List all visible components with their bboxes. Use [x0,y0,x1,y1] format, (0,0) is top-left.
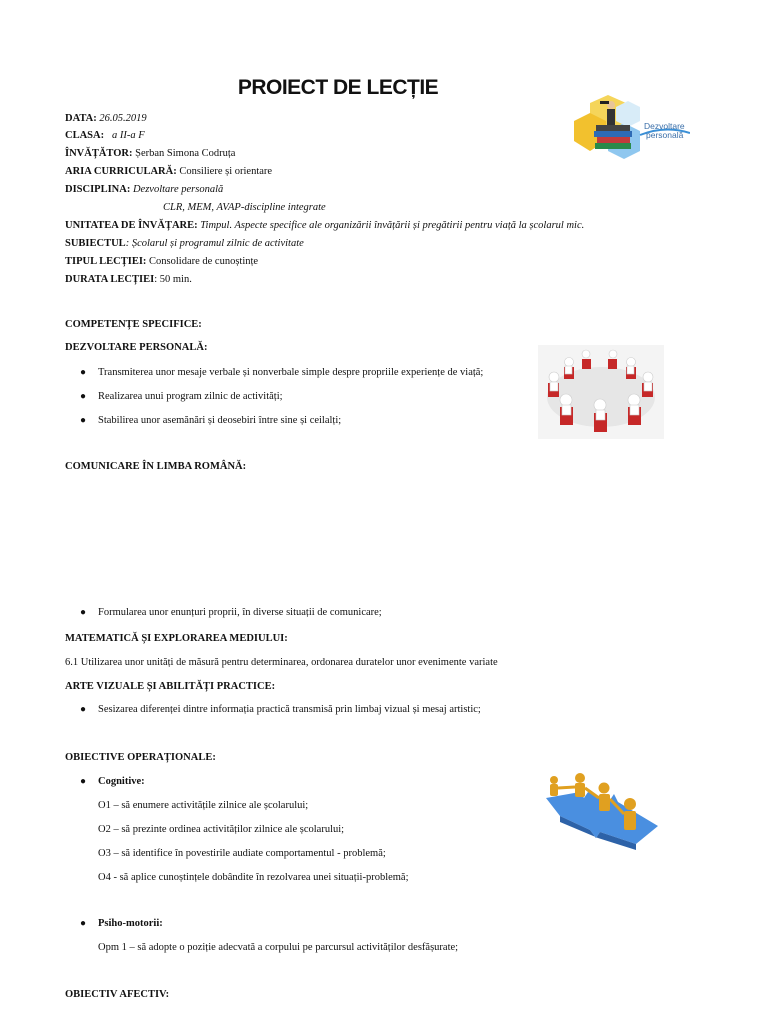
psiho-label: Psiho-motorii: [98,918,163,929]
data-value: 26.05.2019 [96,113,147,124]
tipul-value: Consolidare de cunoștințe [146,256,259,267]
disciplina-integrate: CLR, MEM, AVAP-discipline integrate [163,202,326,213]
tipul-label: TIPUL LECȚIEI: [65,256,147,267]
bullet-icon: ● [80,704,87,715]
subiectul-label: SUBIECTUL [65,238,126,249]
cognitive-item: O3 – să identifice în povestirile audiate comportamentul - problemă; [98,848,386,859]
unitatea-label: UNITATEA DE ÎNVĂȚARE: [65,220,198,231]
durata-row [65,273,192,287]
dezvoltare-item [80,390,283,404]
aria-row [65,165,272,179]
teamwork-graphic [540,768,668,864]
invatator-value: Șerban Simona Codruța [132,148,236,159]
clasa-value: a II-a F [104,130,145,141]
afectiv-heading: OBIECTIV AFECTIV: [65,989,170,1000]
subiectul-row [65,237,304,251]
logo-graphic [570,95,690,161]
data-row [65,112,147,126]
aria-value: Consiliere și orientare [176,166,273,177]
list-item-text: Transmiterea unor mesaje verbale și nonverbale simple despre propriile experiențe de viață; [98,367,484,378]
matematica-heading: MATEMATICĂ ȘI EXPLORAREA MEDIULUI: [65,633,288,644]
competente-heading: COMPETENȚE SPECIFICE: [65,319,202,330]
tipul-row [65,255,258,269]
psiho-label-row [80,917,163,931]
cognitive-label: Cognitive: [98,776,145,787]
bullet-icon: ● [80,918,87,929]
comunicare-item [80,606,382,620]
cognitive-label-row [80,775,145,789]
logo-text-line1: Dezvoltare [644,121,685,131]
list-item-text: Sesizarea diferenței dintre informația practică transmisă prin limbaj vizual și mesaj artistic; [98,704,481,715]
list-item-text: Formularea unor enunțuri proprii, în diverse situații de comunicare; [98,607,382,618]
bullet-icon: ● [80,391,87,402]
unitatea-value: Timpul. Aspecte specifice ale organizării învățării și pregătirii pentru viață la școlarul mic. [197,220,585,231]
clasa-row [65,129,145,143]
clasa-label: CLASA: [65,130,105,141]
bullet-icon: ● [80,607,87,618]
dezvoltare-personala-logo [570,95,690,161]
cognitive-item: O1 – să enumere activitățile zilnice ale școlarului; [98,800,309,811]
disciplina-label: DISCIPLINA: [65,184,131,195]
cognitive-item: O4 - să aplice cunoștințele dobândite în rezolvarea unei situații-problemă; [98,872,409,883]
invatator-row [65,147,235,161]
bullet-icon: ● [80,367,87,378]
dezvoltare-item [80,366,483,380]
logo-text-line2: personală [646,130,684,140]
comunicare-heading: COMUNICARE ÎN LIMBA ROMÂNĂ: [65,461,247,472]
chairs-circle-image [538,345,664,439]
chairs-graphic [538,345,664,439]
data-label: DATA: [65,113,97,124]
unitatea-row [65,219,584,233]
subiectul-value: : Școlarul și programul zilnic de activitate [125,238,304,249]
aria-label: ARIA CURRICULARĂ: [65,166,177,177]
matematica-text: 6.1 Utilizarea unor unități de măsură pentru determinarea, ordonarea duratelor unor evenimente variate [65,657,498,668]
durata-label: DURATA LECȚIEI [65,274,155,285]
disciplina-value: Dezvoltare personală [130,184,224,195]
dezvoltare-heading: DEZVOLTARE PERSONALĂ: [65,342,208,353]
disciplina-row [65,183,223,197]
teamwork-puzzle-image [540,768,668,864]
obiective-heading: OBIECTIVE OPERAȚIONALE: [65,752,216,763]
arte-heading: ARTE VIZUALE ȘI ABILITĂȚI PRACTICE: [65,681,276,692]
cognitive-item: O2 – să prezinte ordinea activităților zilnice ale școlarului; [98,824,345,835]
dezvoltare-item [80,414,341,428]
invatator-label: ÎNVĂȚĂTOR: [65,148,133,159]
bullet-icon: ● [80,415,87,426]
arte-item [80,703,481,717]
list-item-text: Realizarea unui program zilnic de activități; [98,391,283,402]
psiho-item: Opm 1 – să adopte o poziție adecvată a corpului pe parcursul activităților desfășurate; [98,942,459,953]
page-title: PROIECT DE LECȚIE [237,76,439,99]
durata-value: : 50 min. [154,274,192,285]
list-item-text: Stabilirea unor asemănări și deosebiri între sine și ceilalți; [98,415,342,426]
bullet-icon: ● [80,776,87,787]
